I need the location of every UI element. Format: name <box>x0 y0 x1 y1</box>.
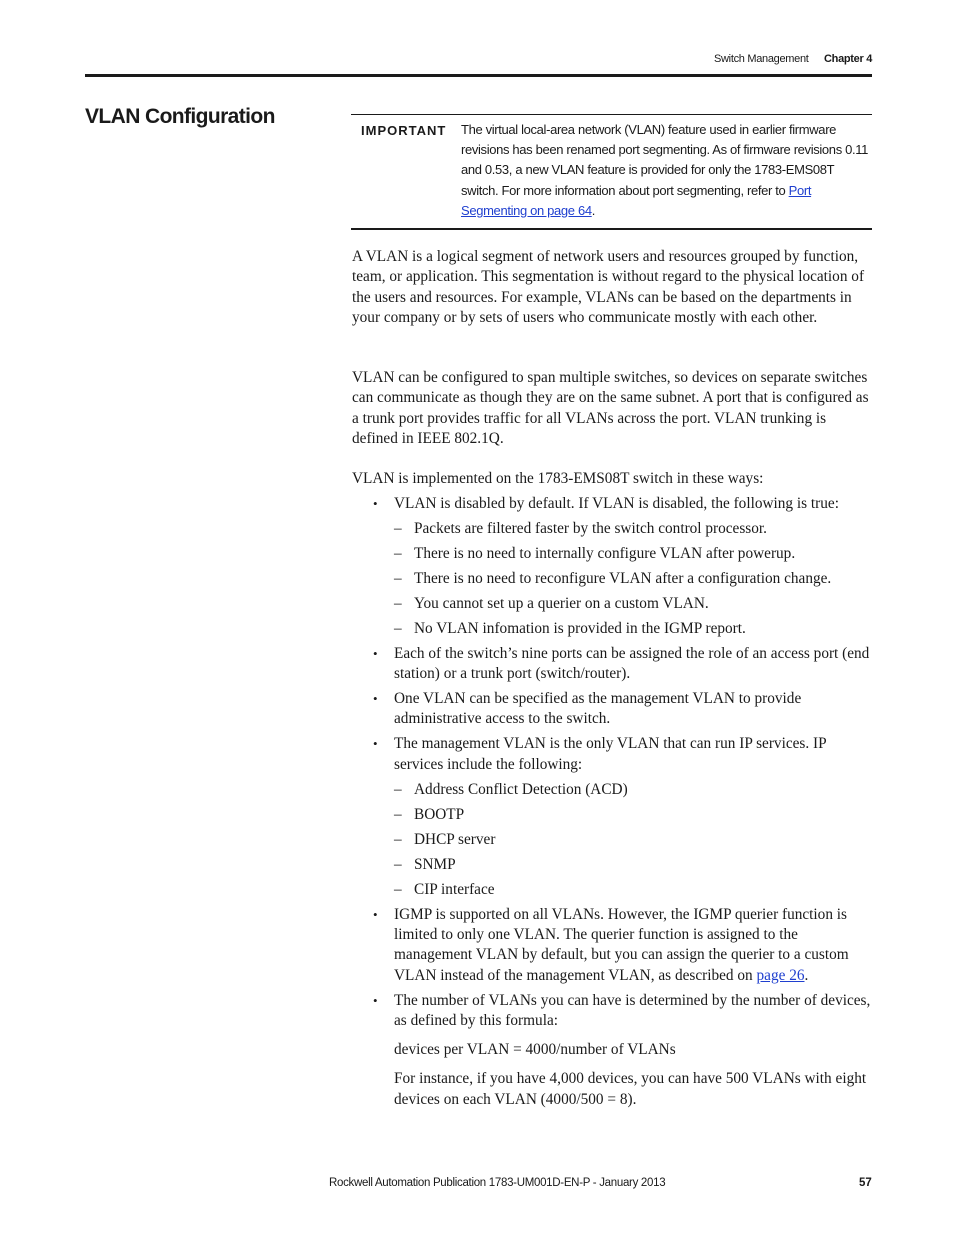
sub-list-item-text: There is no need to internally configure VLAN after powerup. <box>414 544 796 562</box>
dash-marker: – <box>394 805 402 823</box>
list-item <box>352 494 872 514</box>
list-item <box>352 991 872 1032</box>
sub-list-item <box>352 619 872 639</box>
bullet-marker: • <box>373 645 378 661</box>
list-item-text: One VLAN can be specified as the management VLAN to provide administrative access to the switch. <box>394 690 802 728</box>
list-item <box>352 644 872 685</box>
running-header-chapter: Chapter 4 <box>824 53 873 65</box>
list-item-text: Each of the switch’s nine ports can be assigned the role of an access port (end station) or a trunk port (switch/router). <box>394 644 870 683</box>
important-text-body: The virtual local-area network (VLAN) feature used in earlier firmware revisions has been renamed port segmenting. As of firmware revisions 0.11 and 0.53, a new VLAN feature is provided for only the 1783-EMS08T switch. For more information about port segmenting, refer to <box>461 122 869 198</box>
dash-marker: – <box>394 855 402 873</box>
sub-list-item-text: Address Conflict Detection (ACD) <box>414 780 628 798</box>
important-box-top-rule <box>351 114 872 115</box>
sub-list-item-text: Packets are filtered faster by the switch control processor. <box>414 519 767 537</box>
bullet-marker: • <box>373 691 378 707</box>
section-title: VLAN Configuration <box>85 105 275 128</box>
list-item-text: The management VLAN is the only VLAN that can run IP services. IP services include the following: <box>394 735 827 773</box>
sub-list-item <box>352 544 872 564</box>
dash-marker: – <box>394 544 402 562</box>
bullet-marker: • <box>373 992 378 1008</box>
sub-list-item <box>352 855 872 875</box>
implementation-bullet-list <box>352 494 872 1119</box>
paragraph-vlan-definition: A VLAN is a logical segment of network users and resources grouped by function, team, or application. This segmentation is without regard to the physical location of the users and resources. For example, VLANs can be based on the departments in your company or by sets of users who communicate mostly with each other. <box>352 248 865 326</box>
list-item <box>352 689 872 730</box>
important-text-period: . <box>591 202 595 218</box>
dash-marker: – <box>394 519 402 537</box>
dash-marker: – <box>394 619 402 637</box>
sub-list-item <box>352 830 872 850</box>
sub-list-item-text: No VLAN infomation is provided in the IGMP report. <box>414 619 746 637</box>
bullet-marker: • <box>373 736 378 752</box>
dash-marker: – <box>394 569 402 587</box>
dash-marker: – <box>394 594 402 612</box>
sub-list-item <box>352 594 872 614</box>
sub-list-item <box>352 780 872 800</box>
sub-list-item-text: BOOTP <box>414 805 465 823</box>
list-item-text-period: . <box>804 966 809 984</box>
important-text <box>461 120 873 221</box>
sub-list-item <box>352 880 872 900</box>
formula-example-text: For instance, if you have 4,000 devices, you can have 500 VLANs with eight devices on each VLAN (4000/500 = 8). <box>394 1070 867 1108</box>
page-number: 57 <box>859 1177 872 1189</box>
formula-text: devices per VLAN = 4000/number of VLANs <box>394 1041 676 1059</box>
bullet-marker: • <box>373 906 378 922</box>
important-box-bottom-rule <box>351 228 872 230</box>
sub-list-item <box>352 569 872 589</box>
bullet-marker: • <box>373 496 378 511</box>
header-rule <box>85 74 872 77</box>
list-item-text: VLAN is disabled by default. If VLAN is disabled, the following is true: <box>394 495 839 512</box>
paragraph-vlan-trunking: VLAN can be configured to span multiple switches, so devices on separate switches can communicate as though they are on the same subnet. A port that is configured as a trunk port provides traffic for all VLANs across the port. VLAN trunking is defined in IEEE 802.1Q. <box>352 369 869 447</box>
dash-marker: – <box>394 780 402 798</box>
footer-publication: Rockwell Automation Publication 1783-UM001D-EN-P - January 2013 <box>329 1177 666 1189</box>
sub-list-item-text: SNMP <box>414 855 456 873</box>
dash-marker: – <box>394 830 402 848</box>
dash-marker: – <box>394 880 402 898</box>
list-item <box>352 734 872 775</box>
list-item <box>352 905 872 986</box>
sub-list-item-text: You cannot set up a querier on a custom VLAN. <box>414 594 709 612</box>
running-header-section: Switch Management <box>714 53 809 65</box>
list-item-text: The number of VLANs you can have is determined by the number of devices, as defined by this formula: <box>394 991 871 1029</box>
port-segmenting-link[interactable]: Port Segmenting on page 64 <box>461 182 812 218</box>
sub-list-item <box>352 805 872 825</box>
list-item-text: IGMP is supported on all VLANs. However, the IGMP querier function is limited to only one VLAN. The querier function is assigned to the management VLAN by default, but you can assign the querier to a custom VLAN instead of the management VLAN, as described on <box>394 905 849 984</box>
sub-list-item-text: DHCP server <box>414 830 496 848</box>
sub-list-item <box>352 519 872 539</box>
sub-list-item-text: CIP interface <box>414 880 495 898</box>
paragraph-vlan-implementation-intro: VLAN is implemented on the 1783-EMS08T switch in these ways: <box>352 470 764 487</box>
sub-list-item-text: There is no need to reconfigure VLAN after a configuration change. <box>414 569 832 587</box>
important-label: IMPORTANT <box>361 123 447 138</box>
page-26-link[interactable]: page 26 <box>756 966 805 984</box>
